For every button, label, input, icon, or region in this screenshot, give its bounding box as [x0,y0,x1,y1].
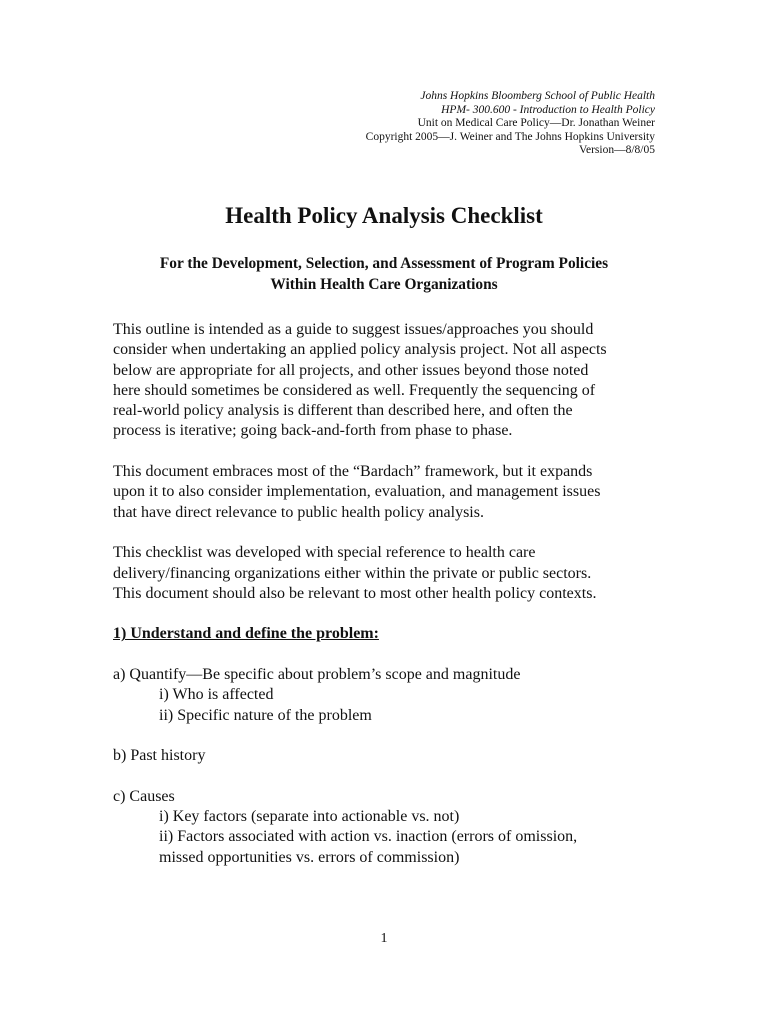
item-c-i: i) Key factors (separate into actionable vs. not) [159,808,460,826]
document-header [366,90,655,158]
subtitle-line-2: Within Health Care Organizations [270,275,498,293]
header-course: HPM- 300.600 - Introduction to Health Policy [441,103,655,116]
document-subtitle [0,254,768,295]
section-1-heading: 1) Understand and define the problem: [113,625,379,643]
header-institution: Johns Hopkins Bloomberg School of Public Health [420,90,655,102]
text-line: This outline is intended as a guide to suggest issues/approaches you should [113,321,594,338]
item-c-ii-continued: missed opportunities vs. errors of commission) [159,848,460,866]
list-item-c [113,787,673,868]
text-line: delivery/financing organizations either within the private or public sectors. [113,564,592,582]
text-line: below are appropriate for all projects, and other issues beyond those noted [113,361,589,379]
context-paragraph [113,543,673,604]
text-line: This checklist was developed with special reference to health care [113,544,536,562]
text-line: This document embraces most of the “Bardach” framework, but it expands [113,463,593,481]
item-c-label: c) Causes [113,787,175,805]
document-body [113,320,673,868]
item-a-ii: ii) Specific nature of the problem [159,706,372,724]
text-line: consider when undertaking an applied policy analysis project. Not all aspects [113,341,607,359]
header-unit: Unit on Medical Care Policy—Dr. Jonathan Weiner [417,117,655,130]
list-item-a [113,665,673,726]
item-c-ii: ii) Factors associated with action vs. inaction (errors of omission, [159,828,578,846]
framework-paragraph [113,462,673,523]
document-title: Health Policy Analysis Checklist [225,203,543,228]
text-line: This document should also be relevant to most other health policy contexts. [113,584,597,602]
text-line: here should sometimes be considered as well. Frequently the sequencing of [113,381,596,399]
text-line: real-world policy analysis is different than described here, and often the [113,402,573,420]
page-number: 1 [380,931,388,946]
header-copyright: Copyright 2005—J. Weiner and The Johns Hopkins University [365,130,655,143]
text-line: upon it to also consider implementation, evaluation, and management issues [113,483,601,501]
intro-paragraph [113,320,673,442]
item-b-label: b) Past history [113,747,206,765]
text-line: that have direct relevance to public health policy analysis. [113,503,484,521]
header-version: Version—8/8/05 [578,144,655,157]
item-a-label: a) Quantify—Be specific about problem’s scope and magnitude [113,666,521,684]
text-line: process is iterative; going back-and-forth from phase to phase. [113,422,513,440]
list-item-b [113,746,673,766]
item-a-i: i) Who is affected [159,686,274,704]
subtitle-line-1: For the Development, Selection, and Assessment of Program Policies [159,255,609,272]
